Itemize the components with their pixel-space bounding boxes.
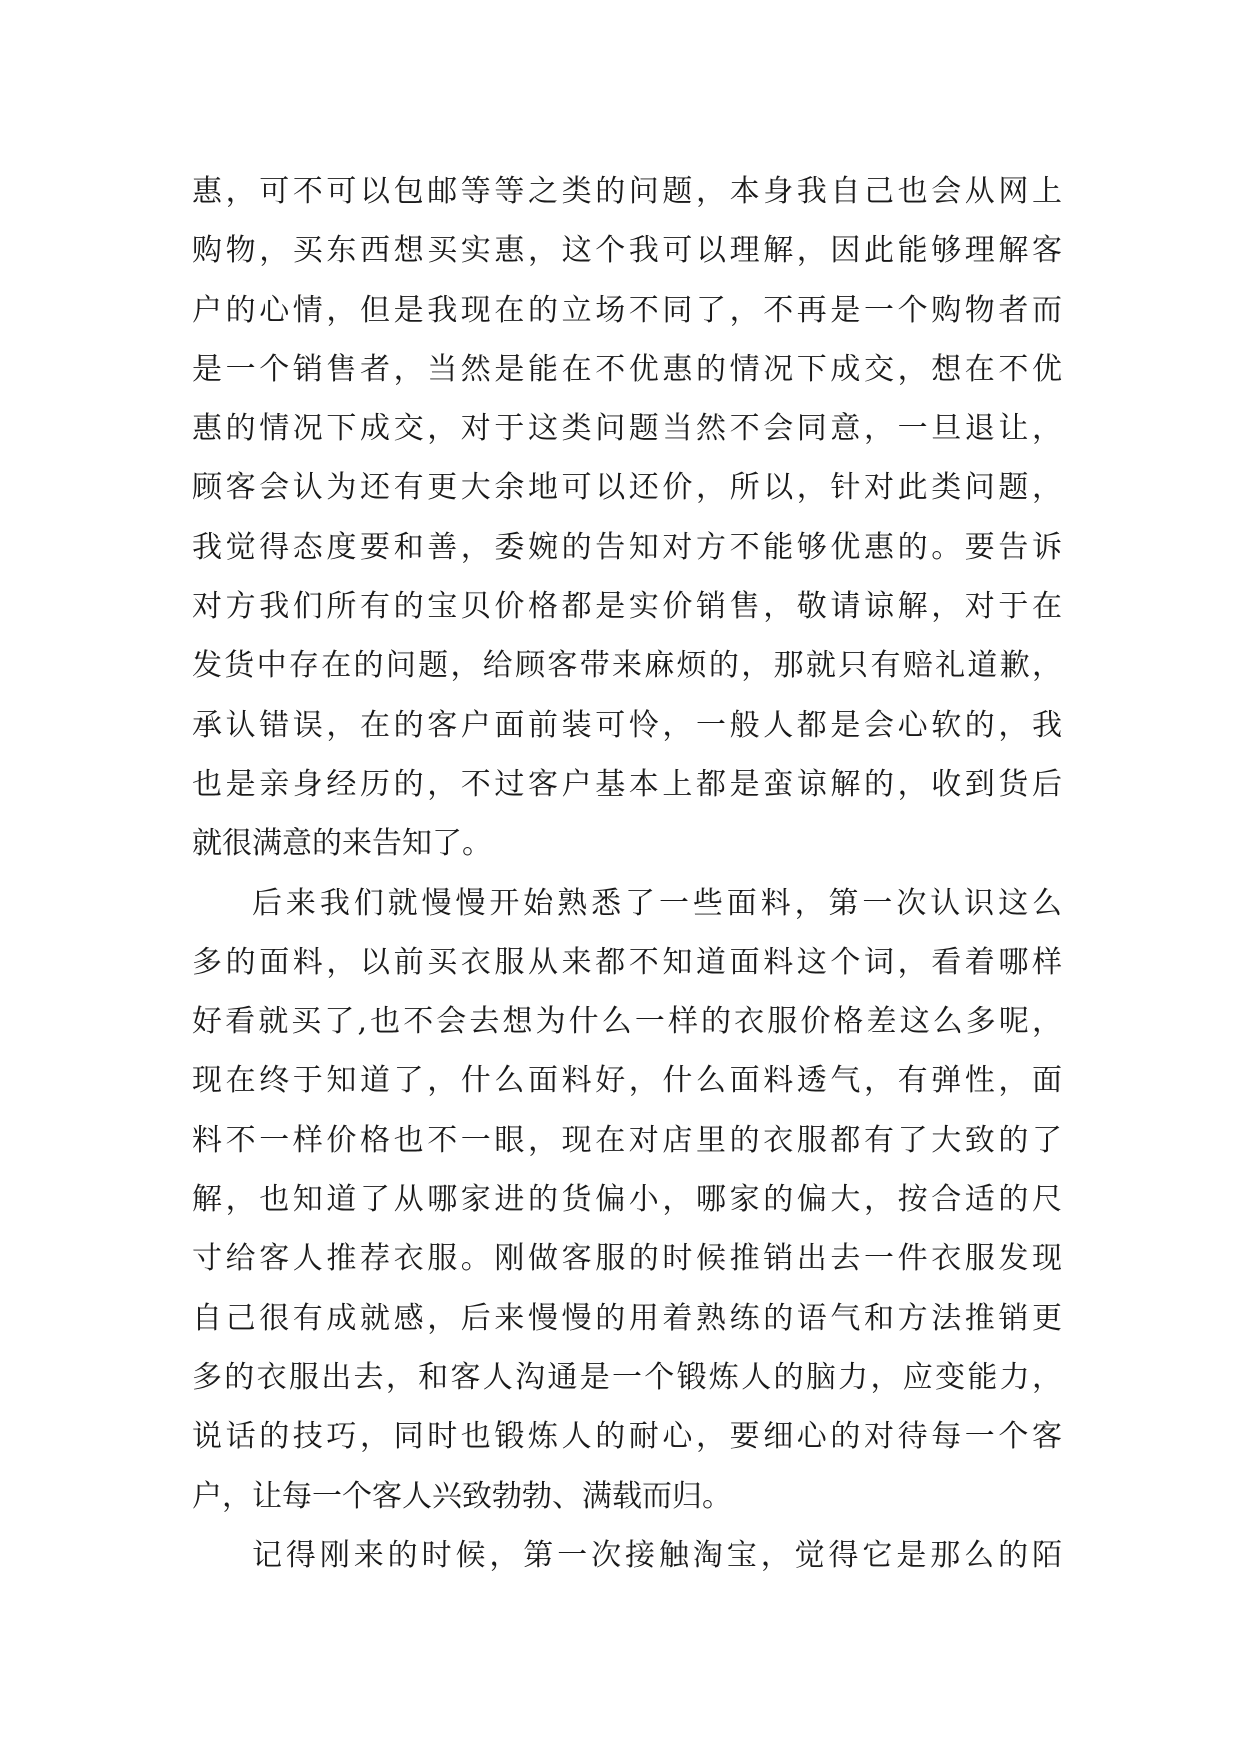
text-line: 是一个销售者，当然是能在不优惠的情况下成交，想在不优: [192, 351, 1062, 387]
text-line: 发货中存在的问题，给顾客带来麻烦的，那就只有赔礼道歉，: [192, 648, 1062, 684]
text-line: 寸给客人推荐衣服。刚做客服的时候推销出去一件衣服发现: [192, 1241, 1062, 1277]
text-line: 自己很有成就感，后来慢慢的用着熟练的语气和方法推销更: [192, 1300, 1062, 1336]
text-line: 对方我们所有的宝贝价格都是实价销售，敬请谅解，对于在: [192, 589, 1062, 625]
text-line: 户的心情，但是我现在的立场不同了，不再是一个购物者而: [192, 292, 1062, 328]
text-line: 好看就买了,也不会去想为什么一样的衣服价格差这么多呢，: [192, 1004, 1062, 1040]
paragraph-first-line: 记得刚来的时候，第一次接触淘宝，觉得它是那么的陌: [252, 1537, 1062, 1573]
text-line: 多的面料，以前买衣服从来都不知道面料这个词，看着哪样: [192, 944, 1062, 980]
text-line: 多的衣服出去，和客人沟通是一个锻炼人的脑力，应变能力，: [192, 1359, 1062, 1395]
paragraph-end-line: 户，让每一个客人兴致勃勃、满载而归。: [192, 1478, 732, 1514]
text-line: 我觉得态度要和善，委婉的告知对方不能够优惠的。要告诉: [192, 529, 1062, 565]
text-line: 也是亲身经历的，不过客户基本上都是蛮谅解的，收到货后: [192, 766, 1062, 802]
text-line: 顾客会认为还有更大余地可以还价，所以，针对此类问题，: [192, 470, 1062, 506]
text-line: 现在终于知道了，什么面料好，什么面料透气，有弹性，面: [192, 1063, 1062, 1099]
paragraph-first-line: 后来我们就慢慢开始熟悉了一些面料，第一次认识这么: [252, 885, 1062, 921]
text-line: 承认错误，在的客户面前装可怜，一般人都是会心软的，我: [192, 707, 1062, 743]
text-line: 购物，买东西想买实惠，这个我可以理解，因此能够理解客: [192, 233, 1062, 269]
text-line: 说话的技巧，同时也锻炼人的耐心，要细心的对待每一个客: [192, 1419, 1062, 1455]
text-line: 料不一样价格也不一眼，现在对店里的衣服都有了大致的了: [192, 1122, 1062, 1158]
text-line: 惠的情况下成交，对于这类问题当然不会同意，一旦退让，: [192, 411, 1062, 447]
text-line: 解，也知道了从哪家进的货偏小，哪家的偏大，按合适的尺: [192, 1182, 1062, 1218]
body-text: [192, 162, 1062, 1585]
paragraph-end-line: 就很满意的来告知了。: [192, 826, 492, 862]
text-line: 惠，可不可以包邮等等之类的问题，本身我自己也会从网上: [192, 174, 1062, 209]
